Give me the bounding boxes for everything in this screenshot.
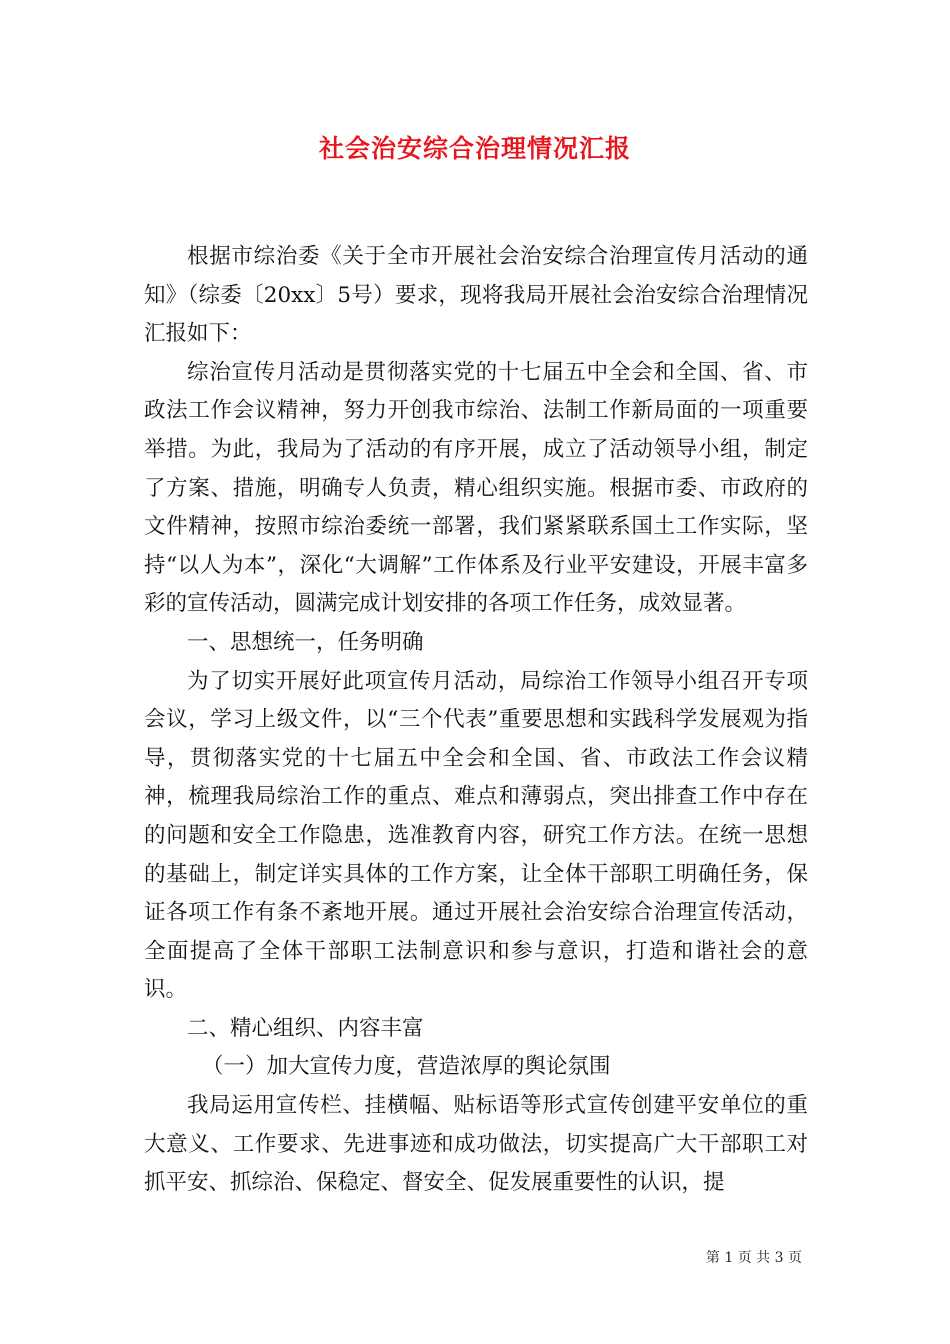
paragraph-subsection-1: 我局运用宣传栏、挂横幅、贴标语等形式宣传创建平安单位的重大意义、工作要求、先进事迹和成功做法，切实提高广大干部职工对抓平安、抓综治、保稳定、督安全、促发展重要性的认识，提 xyxy=(144,1093,808,1196)
document-body xyxy=(144,238,808,1203)
page-number-footer: 第 1 页 共 3 页 xyxy=(705,1250,802,1266)
document-title: 社会治安综合治理情况汇报 xyxy=(318,134,631,163)
subsection-heading-1: （一）加大宣传力度，营造浓厚的舆论氛围 xyxy=(202,1054,611,1080)
paragraph-section-1: 为了切实开展好此项宣传月活动，局综治工作领导小组召开专项会议，学习上级文件，以“三个代表”重要思想和实践科学发展观为指导，贯彻落实党的十七届五中全会和全国、省、市政法工作会议精神，梳理我局综治工作的重点、难点和薄弱点，突出排查工作中存在的问题和安全工作隐患，选准教育内容，研究工作方法。在统一思想的基础上，制定详实具体的工作方案，让全体干部职工明确任务，保证各项工作有条不紊地开展。通过开展社会治安综合治理宣传活动，全面提高了全体干部职工法制意识和参与意识，打造和谐社会的意识。 xyxy=(144,668,808,1003)
section-heading-2: 二、精心组织、内容丰富 xyxy=(187,1015,424,1041)
paragraph-overview: 综治宣传月活动是贯彻落实党的十七届五中全会和全国、省、市政法工作会议精神，努力开创我市综治、法制工作新局面的一项重要举措。为此，我局为了活动的有序开展，成立了活动领导小组，制定了方案、措施，明确专人负责，精心组织实施。根据市委、市政府的文件精神，按照市综治委统一部署，我们紧紧联系国土工作实际，坚持“以人为本”，深化“大调解”工作体系及行业平安建设，开展丰富多彩的宣传活动，圆满完成计划安排的各项工作任务，成效显著。 xyxy=(144,359,808,617)
section-heading-1: 一、思想统一，任务明确 xyxy=(187,629,424,655)
paragraph-intro: 根据市综治委《关于全市开展社会治安综合治理宣传月活动的通知》（综委〔20xx〕5号）要求，现将我局开展社会治安综合治理情况汇报如下： xyxy=(144,244,808,347)
